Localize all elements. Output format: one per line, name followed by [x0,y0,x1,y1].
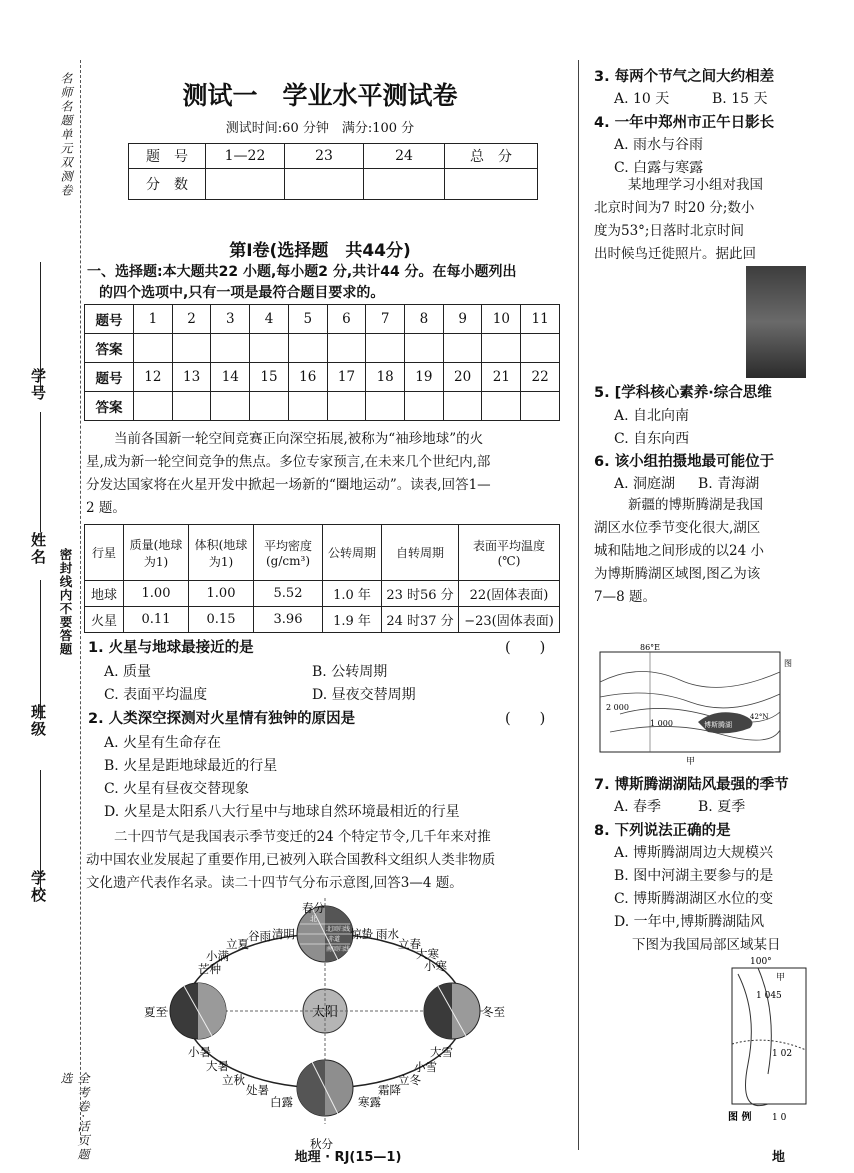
svg-text:霜降: 霜降 [378,1083,401,1097]
grid-number: 19 [405,363,444,392]
grid-number: 22 [521,363,560,392]
grid-number: 5 [288,305,327,334]
score-header-cell: 题 号 [129,144,206,169]
answer-cell[interactable] [250,392,289,421]
svg-text:小雪: 小雪 [414,1060,437,1074]
answer-cell[interactable] [521,392,560,421]
q5-option-c[interactable]: C. 自东向西 [614,431,690,447]
bosten-lake-map [600,642,800,766]
svg-text:博斯腾湖: 博斯腾湖 [704,721,732,729]
section-instructions: 一、选择题:本大题共22 小题,每小题2 分,共计44 分。在每小题列出 的四个选项中,只有一项是最符合题目要求的。 [87,264,517,301]
q1-option-d[interactable]: D. 昼夜交替周期 [312,687,416,703]
svg-text:秋分: 秋分 [310,1137,333,1151]
q4-option-c[interactable]: C. 白露与寒露 [614,160,704,176]
svg-text:北: 北 [310,915,317,923]
grid-number: 17 [327,363,366,392]
score-header-cell: 1—22 [206,144,285,169]
table-header: 表面平均温度(℃) [459,525,560,581]
q1-stem: 1. 火星与地球最接近的是 [88,640,254,656]
q5-option-a[interactable]: A. 自北向南 [614,408,690,424]
svg-text:1 045: 1 045 [756,991,782,1001]
column-divider [578,60,579,1150]
answer-cell[interactable] [288,334,327,363]
answer-cell[interactable] [134,392,173,421]
svg-text:甲: 甲 [776,973,786,983]
grid-number: 3 [211,305,250,334]
grid-number: 11 [521,305,560,334]
migration-photo [746,266,806,378]
svg-text:芒种: 芒种 [198,962,221,976]
score-header-cell: 24 [364,144,445,169]
q1-option-a[interactable]: A. 质量 [104,664,152,680]
score-table [128,143,538,200]
pressure-map [728,954,808,1132]
q2-bracket[interactable]: ( ) [505,711,546,727]
q7-option-a[interactable]: A. 春季 [614,799,662,815]
svg-text:小满: 小满 [206,949,229,963]
grid-number: 1 [134,305,173,334]
answer-cell[interactable] [366,392,405,421]
answer-cell[interactable] [443,392,482,421]
q8-stem: 8. 下列说法正确的是 [594,823,731,839]
svg-text:立冬: 立冬 [398,1073,421,1087]
grid-number: 9 [443,305,482,334]
q7-option-b[interactable]: B. 夏季 [698,799,746,815]
svg-text:冬至: 冬至 [482,1005,505,1019]
score-input-cell[interactable] [364,169,445,200]
test-meta: 测试时间:60 分钟 满分:100 分 [225,121,415,136]
brand-bottom: 全考卷·活页题选 [59,1072,90,1162]
answer-cell[interactable] [482,392,521,421]
grid-number: 14 [211,363,250,392]
globe-autumn [297,1060,353,1116]
answer-cell[interactable] [405,392,444,421]
label-class: 班级 [29,704,47,738]
q6-option-a[interactable]: A. 洞庭湖 [614,476,676,492]
answer-cell[interactable] [443,334,482,363]
table-header: 公转周期 [323,525,382,581]
label-student-id: 学号 [29,368,47,402]
table-header: 行星 [85,525,124,581]
answer-grid [84,304,560,421]
passage-bosten-lake: 新疆的博斯腾湖是我国 湖区水位季节变化很大,湖区 城和陆地之间形成的以24 小 为博斯腾湖区域图,图乙为该 7—8 题。 [594,497,764,605]
blank-line [40,412,41,532]
grid-label: 答案 [85,334,134,363]
q1-option-b[interactable]: B. 公转周期 [312,664,388,680]
table-header: 体积(地球为1) [189,525,254,581]
label-school: 学校 [29,870,47,904]
svg-text:北回归线: 北回归线 [326,926,351,933]
q5-stem: 5. [学科核心素养·综合思维 [594,385,772,401]
q2-stem: 2. 人类深空探测对火星情有独钟的原因是 [88,711,356,727]
q2-option-b[interactable]: B. 火星是距地球最近的行星 [104,758,278,774]
svg-text:100°: 100° [750,957,772,967]
svg-text:春分: 春分 [302,901,325,915]
svg-text:立春: 立春 [398,937,421,951]
answer-cell[interactable] [327,392,366,421]
grid-number: 13 [172,363,211,392]
svg-text:寒露: 寒露 [358,1095,381,1109]
blank-line [40,580,41,720]
svg-text:1 000: 1 000 [650,719,673,728]
page-title: 测试一 学业水平测试卷 [182,81,458,110]
table-header: 质量(地球为1) [124,525,189,581]
svg-text:雨水: 雨水 [376,927,399,941]
seal-line-text: 密封线内不要答题 [58,548,73,656]
answer-cell[interactable] [405,334,444,363]
answer-cell[interactable] [288,392,327,421]
answer-cell[interactable] [521,334,560,363]
q8-option-a[interactable]: A. 博斯腾湖周边大规模兴 [614,845,774,861]
answer-cell[interactable] [134,334,173,363]
answer-cell[interactable] [172,392,211,421]
label-name: 姓名 [29,532,47,566]
grid-number: 16 [288,363,327,392]
answer-cell[interactable] [327,334,366,363]
table-row: 火星 0.11 0.15 3.96 1.9 年 24 时37 分 −23(固体表面) [85,607,560,633]
answer-cell[interactable] [366,334,405,363]
answer-cell[interactable] [250,334,289,363]
q1-bracket[interactable]: ( ) [505,640,546,656]
solar-terms-diagram [140,898,510,1156]
svg-text:夏至: 夏至 [144,1005,167,1019]
svg-text:42°N: 42°N [750,713,769,721]
svg-text:惊蛰: 惊蛰 [350,927,373,941]
q4-option-a[interactable]: A. 雨水与谷雨 [614,137,704,153]
grid-number: 15 [250,363,289,392]
svg-text:甲: 甲 [686,757,696,767]
globe-summer [170,983,226,1039]
globe-winter [424,983,480,1039]
grid-number: 21 [482,363,521,392]
table-header: 平均密度(g/cm³) [254,525,323,581]
svg-text:2 000: 2 000 [606,703,629,712]
svg-text:小寒: 小寒 [424,959,447,973]
grid-number: 2 [172,305,211,334]
seal-line [80,60,81,1140]
page-footer-right: 地 [772,1150,786,1165]
svg-text:立夏: 立夏 [226,937,249,951]
grid-number: 8 [405,305,444,334]
svg-text:谷雨: 谷雨 [248,929,271,943]
svg-text:清明: 清明 [272,927,295,941]
passage-mars: 当前各国新一轮空间竞赛正向深空拓展,被称为“袖珍地球”的火 星,成为新一轮空间竞争的焦点。多位专家预言,在未来几个世纪内,部 分发达国家将在火星开发中掀起一场新的“圈地运动”。读表,回答1— 2 题。 [86,431,491,516]
planet-table [84,524,560,633]
svg-text:大暑: 大暑 [206,1059,229,1073]
grid-label: 题号 [85,305,134,334]
sun-label: 太阳 [311,1005,339,1020]
grid-number: 20 [443,363,482,392]
svg-text:处暑: 处暑 [246,1083,269,1097]
q2-option-c[interactable]: C. 火星有昼夜交替现象 [104,781,250,797]
svg-text:白露: 白露 [270,1095,293,1109]
q3-option-a[interactable]: A. 10 天 [614,91,670,107]
answer-cell[interactable] [211,334,250,363]
q2-option-a[interactable]: A. 火星有生命存在 [104,735,222,751]
section-heading: 第Ⅰ卷(选择题 共44分) [229,241,411,261]
grid-number: 12 [134,363,173,392]
score-label-cell: 分 数 [129,169,206,200]
right-column [594,66,793,1166]
grid-number: 6 [327,305,366,334]
passage-pressure-map: 下图为我国局部区域某日 [632,937,781,953]
svg-text:1 0: 1 0 [772,1113,787,1123]
grid-number: 7 [366,305,405,334]
q7-stem: 7. 博斯腾湖湖陆风最强的季节 [594,777,789,793]
q6-option-b[interactable]: B. 青海湖 [698,476,760,492]
svg-text:南回归线: 南回归线 [326,946,351,953]
q2-option-d[interactable]: D. 火星是太阳系八大行星中与地球自然环境最相近的行星 [104,804,460,820]
grid-label: 题号 [85,363,134,392]
svg-text:图: 图 [784,659,792,668]
svg-text:86°E: 86°E [640,643,661,652]
q3-option-b[interactable]: B. 15 天 [712,91,768,107]
score-input-cell[interactable] [445,169,538,200]
score-header-cell: 23 [285,144,364,169]
q8-option-b[interactable]: B. 图中河湖主要参与的是 [614,868,774,884]
answer-cell[interactable] [211,392,250,421]
score-input-cell[interactable] [206,169,285,200]
grid-label: 答案 [85,392,134,421]
table-row: 地球 1.00 1.00 5.52 1.0 年 23 时56 分 22(固体表面) [85,581,560,607]
score-input-cell[interactable] [285,169,364,200]
answer-cell[interactable] [482,334,521,363]
table-header: 自转周期 [382,525,459,581]
q4-stem: 4. 一年中郑州市正午日影长 [594,115,775,131]
q8-option-c[interactable]: C. 博斯腾湖湖区水位的变 [614,891,774,907]
q8-option-d[interactable]: D. 一年中,博斯腾湖陆风 [614,914,765,930]
answer-cell[interactable] [172,334,211,363]
svg-text:1 02: 1 02 [772,1049,793,1059]
svg-text:图 例: 图 例 [728,1112,752,1123]
brand-top: 名师名题单元双测卷 [59,72,73,198]
passage-solar-terms: 二十四节气是我国表示季节变迁的24 个特定节令,几千年来对推 动中国农业发展起了重要作用,已被列入联合国教科文组织人类非物质 文化遗产代表作名录。读二十四节气分布示意图,回答3—4 题。 [86,829,496,891]
svg-text:赤道: 赤道 [328,936,341,943]
grid-number: 18 [366,363,405,392]
svg-text:大寒: 大寒 [416,947,439,961]
score-header-cell: 总 分 [445,144,538,169]
passage-bird-migration: 某地理学习小组对我国 北京时间为7 时20 分;数小 度为53°;日落时北京时间 出时候鸟迁徙照片。据此回 [594,177,763,262]
q3-stem: 3. 每两个节气之间大约相差 [594,69,775,85]
svg-text:小暑: 小暑 [188,1045,211,1059]
grid-number: 10 [482,305,521,334]
q1-option-c[interactable]: C. 表面平均温度 [104,687,208,703]
q6-stem: 6. 该小组拍摄地最可能位于 [594,454,775,470]
page-footer: 地理 · RJ(15—1) [294,1150,402,1165]
grid-number: 4 [250,305,289,334]
svg-text:大雪: 大雪 [430,1045,453,1059]
svg-text:立秋: 立秋 [222,1073,245,1087]
